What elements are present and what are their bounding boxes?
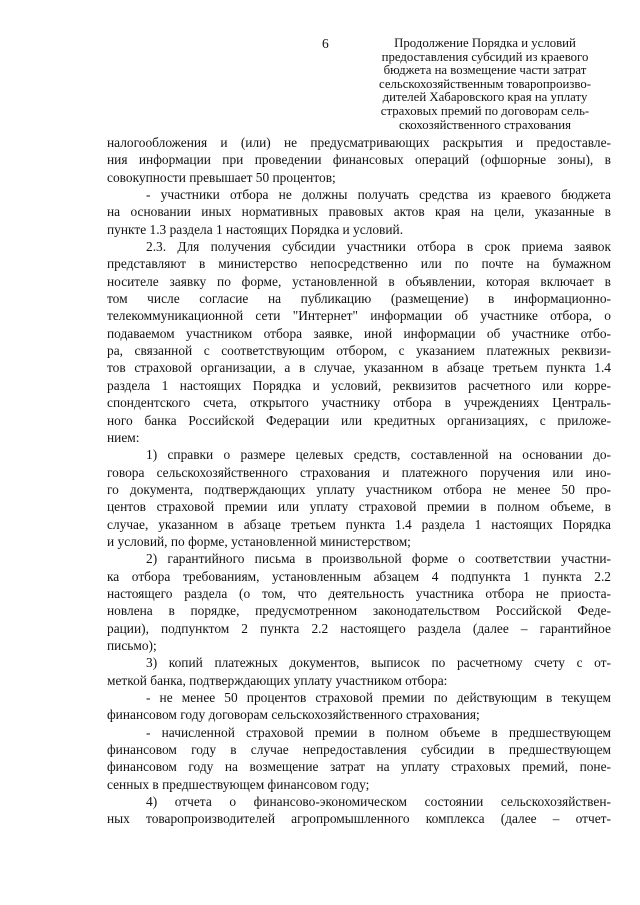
header-line: бюджета на возмещение части затрат: [383, 63, 587, 78]
header-line: сельскохозяйственным товаропроизво-: [378, 76, 591, 91]
body-line: 4) отчета о финансово-экономическом состоянии сельскохозяйствен-: [146, 794, 611, 810]
body-line: подаваемом участником отбора заявке, иной информации об участнике отбо-: [107, 325, 611, 341]
body-line: меткой банка, подтверждающих уплату участником отбора:: [107, 672, 448, 688]
body-line: 1) справки о размере целевых средств, составленной на основании до-: [146, 447, 611, 463]
body-line: финансовом году в случае непредоставления субсидии в предшествующем: [107, 742, 611, 758]
body-line: ния информации при проведении финансовых операций (офшорные зоны), в: [107, 152, 611, 168]
header-line: предоставления субсидий из краевого: [381, 49, 589, 64]
header-line: Продолжение Порядка и условий: [394, 36, 576, 50]
body-line: пункте 1.3 раздела 1 настоящих Порядка и условий.: [107, 221, 404, 237]
body-line: 3) копий платежных документов, выписок по расчетному счету с от-: [146, 655, 611, 671]
body-line: - начисленной страховой премии в полном объеме в предшествующем: [146, 724, 611, 740]
body-line: настоящего раздела (о том, что деятельность участника отбора не приоста-: [107, 585, 611, 601]
body-line: - участники отбора не должны получать средства из краевого бюджета: [146, 187, 611, 203]
body-line: говора сельскохозяйственного страхования и платежного поручения или ино-: [107, 464, 611, 480]
body-line: новлена в порядке, предусмотренном законодательством Российской Феде-: [107, 603, 611, 619]
body-line: на основании иных нормативных правовых актов края на цели, указанные в: [107, 204, 611, 220]
document-header: [362, 37, 608, 132]
body-line: том числе согласие на публикацию (размещение) в информационно-: [107, 291, 611, 307]
body-line: ного банка Российской Федерации или кредитных организациях, с приложе-: [107, 412, 611, 428]
body-line: налогообложения и (или) не предусматривающих раскрытия и предоставле-: [107, 135, 611, 150]
page-number: 6: [322, 36, 329, 51]
body-line: го документа, подтверждающих уплату участником отбора не менее 50 про-: [107, 481, 611, 497]
body-line: 2.3. Для получения субсидии участники отбора в срок приема заявок: [146, 239, 611, 255]
body-line: финансовом году на возмещение затрат на уплату страховых премий, поне-: [107, 759, 611, 775]
header-line: дителей Хабаровского края на уплату: [382, 90, 588, 105]
body-line: ка отбора требованиям, установленным абзацем 4 подпункта 1 пункта 2.2: [107, 568, 611, 584]
body-line: финансовом году договорам сельскохозяйственного страхования;: [107, 707, 480, 723]
body-line: телекоммуникационной сети "Интернет" информации об участнике отбора, о: [107, 308, 611, 324]
body-line: случае, указанном в абзаце третьем пункта 1.4 раздела 1 настоящих Порядка: [107, 516, 611, 532]
document-body: [107, 134, 611, 828]
body-line: и условий, по форме, установленной министерством;: [107, 533, 411, 549]
body-line: ных товаропроизводителей агропромышленного комплекса (далее – отчет-: [107, 811, 611, 827]
body-line: совокупности превышает 50 процентов;: [107, 169, 336, 185]
body-line: представляют в министерство непосредственно или по почте на бумажном: [107, 256, 611, 272]
body-line: центов страховой премии или уплату страховой премии в полном объеме, в: [107, 499, 611, 515]
body-line: сенных в предшествующем финансовом году;: [107, 776, 370, 792]
body-line: ра, связанной с соответствующим отбором, с указанием платежных реквизи-: [107, 343, 611, 359]
body-line: рации), подпунктом 2 пункта 2.2 настоящего раздела (далее – гарантийное: [107, 620, 611, 636]
body-line: раздела 1 настоящих Порядка и условий, реквизитов расчетного или корре-: [107, 377, 611, 393]
body-line: нием:: [107, 429, 140, 445]
body-line: носителе заявку по форме, установленной в объявлении, которая включает в: [107, 273, 611, 289]
body-line: 2) гарантийного письма в произвольной форме о соответствии участни-: [146, 551, 611, 567]
body-line: тов страховой организации, а в случае, указанном в абзаце третьем пункта 1.4: [107, 360, 611, 376]
body-line: спондентского счета, открытого участнику отбора в учреждениях Централь-: [107, 395, 611, 411]
body-line: - не менее 50 процентов страховой премии по действующим в текущем: [146, 690, 611, 705]
header-line: скохозяйственного страхования: [399, 117, 571, 132]
header-line: страховых премий по договорам сель-: [380, 103, 590, 118]
body-line: письмо);: [107, 637, 157, 653]
